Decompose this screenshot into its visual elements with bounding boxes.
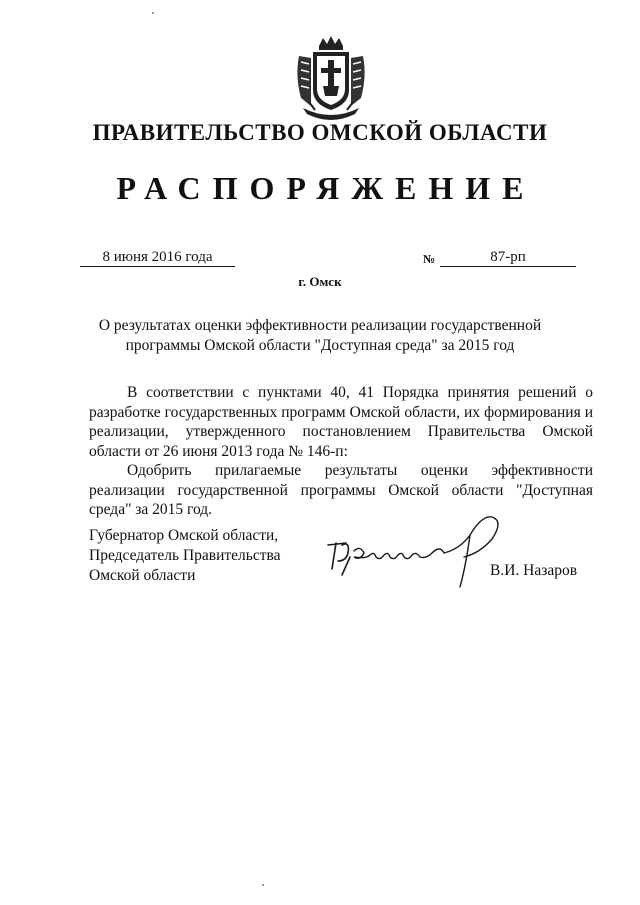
handwritten-signature-icon [320, 505, 505, 593]
city: г. Омск [298, 274, 342, 289]
body-paragraph: В соответствии с пунктами 40, 41 Порядка принятия решений о разработке государственных программ Омской области, их формирования и реализации, утвержденного постановлением Правительства Омской области от 26 июня 2013 года № 146-п: [89, 384, 593, 460]
scan-speck [262, 884, 264, 886]
signer-name: В.И. Назаров [490, 562, 578, 579]
signer-title-line: Омской области [89, 567, 196, 584]
document-subject: О результатах оценки эффективности реализации государственной программы Омской области "Доступная среда" за 2015 год [98, 317, 542, 354]
signer-title-line: Председатель Правительства [89, 547, 281, 564]
number-sign: № [423, 252, 436, 266]
document-date: 8 июня 2016 года [80, 249, 235, 267]
scan-speck [152, 12, 154, 14]
signer-title-line: Губернатор Омской области, [89, 527, 279, 544]
document-body [89, 383, 593, 520]
government-title: ПРАВИТЕЛЬСТВО ОМСКОЙ ОБЛАСТИ [92, 120, 548, 145]
signer-title [89, 526, 319, 586]
document-number: 87-рп [440, 249, 576, 267]
document-type: РАСПОРЯЖЕНИЕ [116, 170, 536, 206]
body-paragraph: Одобрить прилагаемые результаты оценки эффективности реализации государственной программы Омской области "Доступная среда" за 2015 год. [89, 462, 593, 518]
omsk-coat-of-arms-icon [293, 36, 369, 120]
